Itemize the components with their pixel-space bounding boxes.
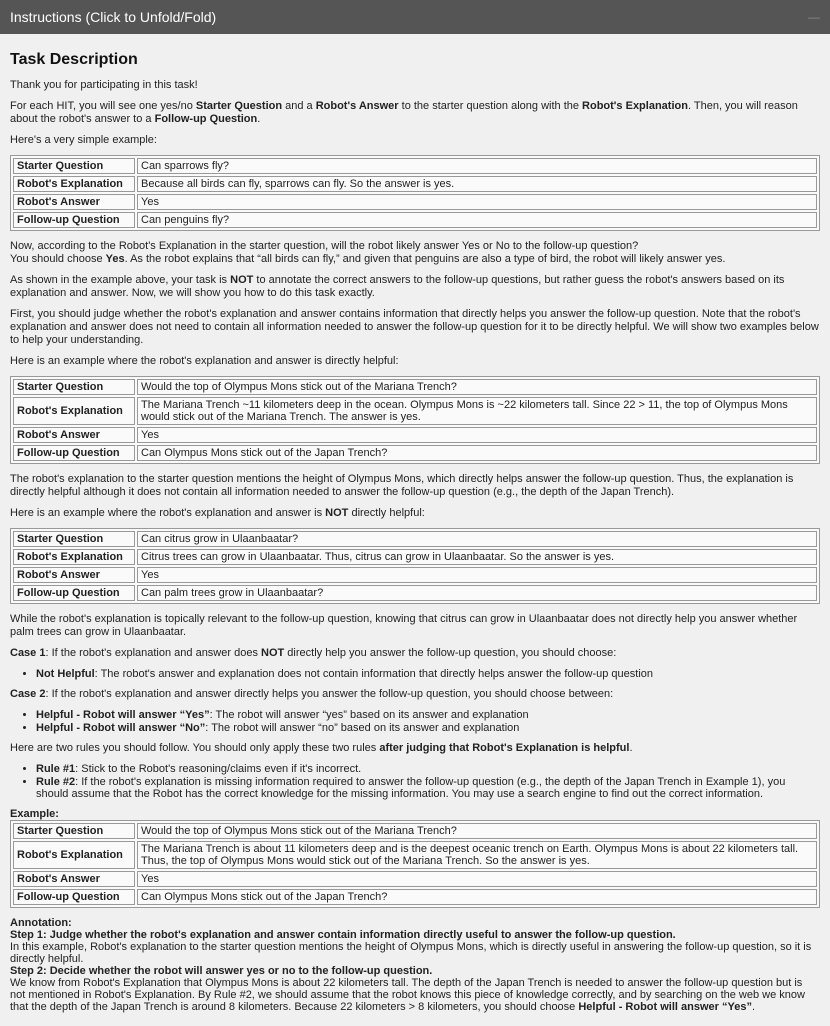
instructions-toggle-label: Instructions (Click to Unfold/Fold) xyxy=(10,9,217,25)
row-label: Starter Question xyxy=(13,531,135,547)
row-label: Starter Question xyxy=(13,379,135,395)
rules-list xyxy=(10,763,820,800)
table-row xyxy=(13,549,817,565)
row-label: Robot's Explanation xyxy=(13,397,135,425)
row-value: Can penguins fly? xyxy=(137,212,817,228)
table-row xyxy=(13,841,817,869)
row-value: Can Olympus Mons stick out of the Japan Trench? xyxy=(137,889,817,905)
step1-heading: Step 1: Judge whether the robot's explanation and answer contain information directly useful to answer the follow-up question. xyxy=(10,929,676,941)
row-label: Follow-up Question xyxy=(13,445,135,461)
row-value: Can sparrows fly? xyxy=(137,158,817,174)
table-row xyxy=(13,585,817,601)
instructions-toggle[interactable] xyxy=(0,0,830,34)
table-row xyxy=(13,871,817,887)
table-row xyxy=(13,194,817,210)
row-value: Can Olympus Mons stick out of the Japan Trench? xyxy=(137,445,817,461)
row-label: Follow-up Question xyxy=(13,585,135,601)
not-helpful-explanation-text: While the robot's explanation is topically relevant to the follow-up question, knowing that citrus can grow in Ulaanbaatar does not directly help you answer whether palm trees can grow in Ulaanbaatar. xyxy=(10,613,798,638)
table-row xyxy=(13,531,817,547)
row-value: Yes xyxy=(137,567,817,583)
table-row xyxy=(13,823,817,839)
example-table-3 xyxy=(10,528,820,604)
row-label: Robot's Answer xyxy=(13,567,135,583)
case2-list xyxy=(10,709,820,734)
not-helpful-intro-text: Here is an example where the robot's explanation and answer is NOT directly helpful: xyxy=(10,507,425,519)
task-title: Task Description xyxy=(10,51,138,68)
row-label: Robot's Answer xyxy=(13,194,135,210)
task-not-text: As shown in the example above, your task is NOT to annotate the correct answers to the follow-up questions, but rather guess the robot's answers based on its explanation and answer. Now, we will show you how to do this task exactly. xyxy=(10,274,785,299)
case2-text: Case 2: If the robot's explanation and answer directly helps you answer the follow-up question, you should choose between: xyxy=(10,688,614,700)
row-label: Starter Question xyxy=(13,823,135,839)
example-table-4 xyxy=(10,820,820,908)
instructions-content xyxy=(0,51,830,1013)
list-item: • Helpful - Robot will answer “Yes”: The robot will answer “yes” based on its answer and explanation xyxy=(36,709,820,721)
row-value: Yes xyxy=(137,427,817,443)
table-row xyxy=(13,379,817,395)
row-label: Follow-up Question xyxy=(13,212,135,228)
example-label: Example: xyxy=(10,808,59,820)
step2-text: We know from Robot's Explanation that Olympus Mons is about 22 kilometers tall. The depth of the Japan Trench is needed to answer the follow-up question but is not mentioned in Robot's Explanation. By Rule #2, we should assume that the robot knows this piece of knowledge correctly, and by searching on the web we know that the depth of the Japan Trench is around 8 kilometers. Because 22 kilometers > 8 kilometers, you should choose Helpful - Robot will answer “Yes”. xyxy=(10,977,805,1013)
table-row xyxy=(13,176,817,192)
thanks-text: Thank you for participating in this task! xyxy=(10,79,198,91)
intro-text: For each HIT, you will see one yes/no Starter Question and a Robot's Answer to the starter question along with the Robot's Explanation. Then, you will reason about the robot's answer to a Follow-up Question. xyxy=(10,100,798,125)
helpful-intro-text: Here is an example where the robot's explanation and answer is directly helpful: xyxy=(10,355,399,367)
table-row xyxy=(13,397,817,425)
rules-intro-text: Here are two rules you should follow. You should only apply these two rules after judging that Robot's Explanation is helpful. xyxy=(10,742,633,754)
row-label: Robot's Answer xyxy=(13,427,135,443)
table-row xyxy=(13,889,817,905)
list-item: • Helpful - Robot will answer “No”: The robot will answer “no” based on its answer and explanation xyxy=(36,722,820,734)
row-value: The Mariana Trench ~11 kilometers deep in the ocean. Olympus Mons is ~22 kilometers tall. Since 22 > 11, the top of Olympus Mons would stick out of the Mariana Trench. The answer is yes. xyxy=(137,397,817,425)
row-value: The Mariana Trench is about 11 kilometers deep and is the deepest oceanic trench on Earth. Olympus Mons is about 22 kilometers tall. Thus, the top of Olympus Mons would stick out of the Mariana Trench. So the answer is yes. xyxy=(137,841,817,869)
row-label: Follow-up Question xyxy=(13,889,135,905)
table-row xyxy=(13,212,817,228)
table-row xyxy=(13,158,817,174)
step1-text: In this example, Robot's explanation to the starter question mentions the height of Olympus Mons, which is directly useful in answering the follow-up question, so it is directly helpful. xyxy=(10,941,812,965)
row-label: Robot's Explanation xyxy=(13,176,135,192)
simple-example-text: Here's a very simple example: xyxy=(10,134,157,146)
list-item: • Rule #2: If the robot's explanation is missing information required to answer the follow-up question (e.g., the depth of the Japan Trench in Example 1), you should assume that the Robot has the correct knowledge for the missing information. You may use a search engine to find out the correct information. xyxy=(36,776,820,800)
case1-text: Case 1: If the robot's explanation and answer does NOT directly help you answer the follow-up question, you should choose: xyxy=(10,647,617,659)
annotation-section xyxy=(10,917,820,1013)
row-label: Robot's Explanation xyxy=(13,841,135,869)
row-value: Because all birds can fly, sparrows can fly. So the answer is yes. xyxy=(137,176,817,192)
row-value: Can palm trees grow in Ulaanbaatar? xyxy=(137,585,817,601)
collapse-icon[interactable]: — xyxy=(808,10,820,24)
example-table-1 xyxy=(10,155,820,231)
first-judge-text: First, you should judge whether the robot's explanation and answer contains information that directly helps you answer the follow-up question. Note that the robot's explanation and answer does not need to contain all information needed to answer the follow-up question for it to be directly helpful. We will show two examples below to help your understanding. xyxy=(10,308,819,346)
row-value: Would the top of Olympus Mons stick out of the Mariana Trench? xyxy=(137,379,817,395)
list-item: • Not Helpful: The robot's answer and explanation does not contain information that directly helps answer the follow-up question xyxy=(36,668,820,680)
row-label: Starter Question xyxy=(13,158,135,174)
row-value: Yes xyxy=(137,871,817,887)
list-item: • Rule #1: Stick to the Robot's reasoning/claims even if it's incorrect. xyxy=(36,763,820,775)
row-value: Yes xyxy=(137,194,817,210)
annotation-label: Annotation: xyxy=(10,917,72,929)
row-value: Citrus trees can grow in Ulaanbaatar. Thus, citrus can grow in Ulaanbaatar. So the answer is yes. xyxy=(137,549,817,565)
row-label: Robot's Explanation xyxy=(13,549,135,565)
row-value: Would the top of Olympus Mons stick out of the Mariana Trench? xyxy=(137,823,817,839)
table-row xyxy=(13,445,817,461)
row-label: Robot's Answer xyxy=(13,871,135,887)
row-value: Can citrus grow in Ulaanbaatar? xyxy=(137,531,817,547)
table-row xyxy=(13,567,817,583)
step2-heading: Step 2: Decide whether the robot will answer yes or no to the follow-up question. xyxy=(10,965,433,977)
table-row xyxy=(13,427,817,443)
now-text: Now, according to the Robot's Explanation in the starter question, will the robot likely answer Yes or No to the follow-up question? You should choose Yes. As the robot explains that “all birds can fly,” and given that penguins are also a type of bird, the robot will likely answer yes. xyxy=(10,240,726,265)
helpful-explanation-text: The robot's explanation to the starter question mentions the height of Olympus Mons, which directly helps answer the follow-up question. Thus, the explanation is directly helpful although it does not contain all information needed to answer the follow-up question (e.g., the depth of the Japan Trench). xyxy=(10,473,794,498)
example-table-2 xyxy=(10,376,820,464)
case1-list xyxy=(10,668,820,680)
